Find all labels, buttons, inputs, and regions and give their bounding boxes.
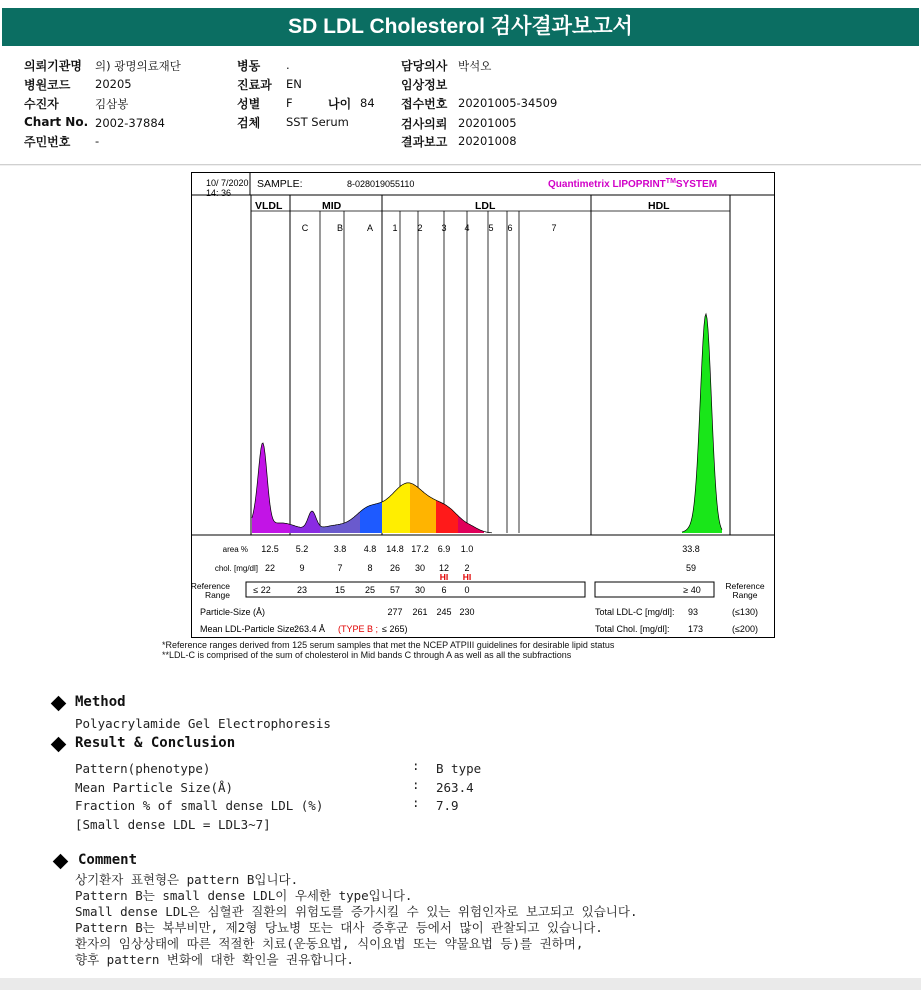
area-pct-value: 1.0 [460, 544, 474, 554]
report-date-value: 20201008 [458, 134, 517, 148]
hi-flag: HI [462, 572, 472, 582]
report-header [0, 0, 921, 48]
result-size-value: 263.4 [436, 780, 474, 795]
comment-line-3: Small dense LDL은 심혈관 질환의 위험도를 증가시킬 수 있는 위험인자로 보고되고 있습니다. [75, 904, 638, 919]
group-ldl: LDL [475, 200, 496, 212]
page-bottom-strip [0, 978, 921, 990]
sex-value: F [286, 96, 293, 110]
chol-value: 22 [264, 563, 276, 573]
sample-id: 8-028019055110 [347, 179, 415, 189]
institution-label: 의뢰기관명 [24, 59, 82, 73]
hi-flag: HI [439, 572, 449, 582]
chart-no-label: Chart No. [24, 115, 89, 129]
band-label-7: 7 [551, 223, 557, 233]
report-body [0, 166, 921, 978]
specimen-label: 검체 [237, 116, 261, 130]
result-fraction-value: 7.9 [436, 798, 459, 813]
sex-label: 성별 [237, 97, 261, 111]
result-pattern-value: B type [436, 761, 482, 776]
band-label-4: 4 [464, 223, 470, 233]
band-lines [320, 211, 519, 533]
band-label-B: B [336, 223, 344, 233]
ward-label: 병동 [237, 59, 261, 73]
group-mid: MID [322, 200, 342, 212]
lipoprint-chart [191, 172, 775, 638]
band-label-C: C [301, 223, 309, 233]
dept-value: EN [286, 77, 302, 91]
brand-logo: Quantimetrix LIPOPRINT™SYSTEM [548, 178, 718, 190]
band-label-A: A [366, 223, 374, 233]
report-date-label: 결과보고 [401, 135, 448, 149]
bullet-diamond-icon [53, 854, 69, 870]
area-pct-value: 6.9 [437, 544, 451, 554]
mean-size-label: Mean LDL-Particle Size: [200, 624, 298, 634]
lipoprint-chart-svg [192, 173, 774, 637]
chart-time: 14: 36 [206, 188, 232, 198]
curve-outline [252, 314, 722, 533]
chol-hdl: 59 [685, 563, 697, 573]
total-chol-ref: (≤200) [732, 624, 758, 634]
ref-hdl: ≥ 40 [683, 585, 701, 595]
result-size-label: Mean Particle Size(Å) [75, 780, 234, 795]
ref-label-right: Reference [725, 581, 765, 591]
result-size-sep: : [412, 777, 420, 792]
ref-vldl: ≤ 22 [253, 585, 271, 595]
footnote-2: **LDL-C is comprised of the sum of cholesterol in Mid bands C through A as well as all the subfractions [162, 650, 572, 660]
area-pct-value: 14.8 [386, 544, 404, 554]
area-pct-value: 3.8 [333, 544, 347, 554]
doctor-label: 담당의사 [401, 59, 448, 73]
band-label-6: 6 [507, 223, 513, 233]
total-ldl-ref: (≤130) [732, 607, 758, 617]
age-label: 나이 [328, 97, 352, 111]
patient-info-panel [0, 48, 921, 165]
mean-type: (TYPE B ; [338, 624, 379, 634]
band-label-1: 1 [392, 223, 398, 233]
area-pct-label: area % [222, 545, 248, 554]
specimen-value: SST Serum [286, 115, 349, 129]
request-value: 20201005 [458, 116, 517, 130]
area-pct-value: 5.2 [295, 544, 309, 554]
particle-size-value: 230 [459, 607, 475, 617]
ldl4-peak [458, 516, 484, 533]
hdl-peak [682, 314, 722, 533]
bullet-diamond-icon [51, 737, 67, 753]
total-ldl-value: 93 [688, 607, 699, 617]
age-value: 84 [360, 96, 375, 110]
mid-b-peak [320, 512, 360, 533]
area-pct-value: 4.8 [363, 544, 377, 554]
mid-a-peak [360, 502, 382, 533]
area-pct-value: 12.5 [261, 544, 279, 554]
clinical-label: 임상정보 [401, 78, 448, 92]
comment-line-2: Pattern B는 small dense LDL이 우세한 type입니다. [75, 888, 413, 903]
hospital-code-label: 병원코드 [24, 78, 71, 92]
institution-value: 의) 광명의료재단 [95, 59, 181, 73]
chart-date: 10/ 7/2020 [206, 178, 249, 188]
result-pattern-label: Pattern(phenotype) [75, 761, 211, 776]
comment-line-4: Pattern B는 복부비만, 제2형 당뇨병 또는 대사 증후군 등에서 많이 관찰되고 있습니다. [75, 920, 603, 935]
result-fraction-sep: : [412, 795, 420, 810]
mid-c-peak [290, 511, 320, 533]
comment-line-5: 환자의 임상상태에 따른 적절한 치료(운동요법, 식이요법 또는 약물요법 등)를 권하며, [75, 936, 584, 951]
ldl2-peak [410, 483, 436, 533]
mean-size-value: 263.4 Å [294, 624, 326, 634]
comment-line-6: 향후 pattern 변화에 대한 확인을 권유합니다. [75, 952, 354, 967]
group-hdl: HDL [648, 200, 670, 212]
total-chol-value: 173 [688, 624, 704, 634]
bullet-diamond-icon [51, 696, 67, 712]
area-pct-value: 17.2 [411, 544, 429, 554]
comment-heading: Comment [78, 852, 138, 868]
footnote-1: *Reference ranges derived from 125 serum samples that met the NCEP ATPIII guidelines for desirable lipid status [162, 640, 615, 650]
resident-no-label: 주민번호 [24, 135, 71, 149]
receipt-label: 접수번호 [401, 97, 448, 111]
ref-value: 0 [464, 585, 470, 595]
mean-type-ref: ≤ 265) [382, 624, 408, 634]
chol-value: 2 [464, 563, 470, 573]
patient-label: 수진자 [24, 97, 59, 111]
ref-label-left: Reference [190, 581, 230, 591]
band-label-2: 2 [417, 223, 423, 233]
method-text: Polyacrylamide Gel Electrophoresis [75, 716, 331, 731]
result-pattern-sep: : [412, 758, 420, 773]
area-pct-hdl: 33.8 [682, 544, 700, 554]
chol-value: 7 [337, 563, 343, 573]
chol-value: 30 [414, 563, 426, 573]
ref-value: 30 [414, 585, 426, 595]
particle-size-value: 245 [436, 607, 452, 617]
chol-value: 8 [367, 563, 373, 573]
chol-value: 12 [438, 563, 450, 573]
chart-no-value: 2002-37884 [95, 116, 165, 130]
ref-value: 6 [441, 585, 447, 595]
ward-value: . [286, 58, 290, 72]
chol-value: 26 [389, 563, 401, 573]
ref-value: 15 [334, 585, 346, 595]
chol-label: chol. [mg/dl] [214, 564, 258, 573]
sample-label: SAMPLE: [257, 178, 303, 190]
dept-label: 진료과 [237, 78, 272, 92]
chol-value: 9 [299, 563, 305, 573]
ref-value: 25 [364, 585, 376, 595]
ref-value: 23 [296, 585, 308, 595]
report-title: SD LDL Cholesterol 검사결과보고서 [2, 8, 919, 46]
hospital-code-value: 20205 [95, 77, 132, 91]
result-note: [Small dense LDL = LDL3~7] [75, 817, 271, 832]
particle-size-value: 277 [387, 607, 403, 617]
plot-group [192, 173, 774, 535]
ref-label-left: Range [204, 590, 230, 600]
doctor-value: 박석오 [458, 59, 492, 73]
vldl-peak [252, 443, 290, 533]
ref-label-right: Range [732, 590, 758, 600]
result-heading: Result & Conclusion [75, 735, 236, 751]
request-label: 검사의뢰 [401, 117, 448, 131]
result-fraction-label: Fraction % of small dense LDL (%) [75, 798, 324, 813]
band-labels [302, 223, 557, 233]
band-label-3: 3 [441, 223, 447, 233]
particle-size-value: 261 [412, 607, 428, 617]
resident-no-value: - [95, 134, 100, 148]
group-vldl: VLDL [255, 200, 283, 212]
comment-line-1: 상기환자 표현형은 pattern B입니다. [75, 872, 299, 887]
particle-size-label: Particle-Size (Å) [200, 607, 266, 617]
ref-value: 57 [389, 585, 401, 595]
total-ldl-label: Total LDL-C [mg/dl]: [595, 607, 675, 617]
band-label-5: 5 [488, 223, 494, 233]
patient-value: 김삼봉 [95, 97, 129, 111]
total-chol-label: Total Chol. [mg/dl]: [595, 624, 670, 634]
receipt-value: 20201005-34509 [458, 96, 558, 110]
ldl3-peak [436, 500, 458, 533]
method-heading: Method [75, 694, 126, 710]
